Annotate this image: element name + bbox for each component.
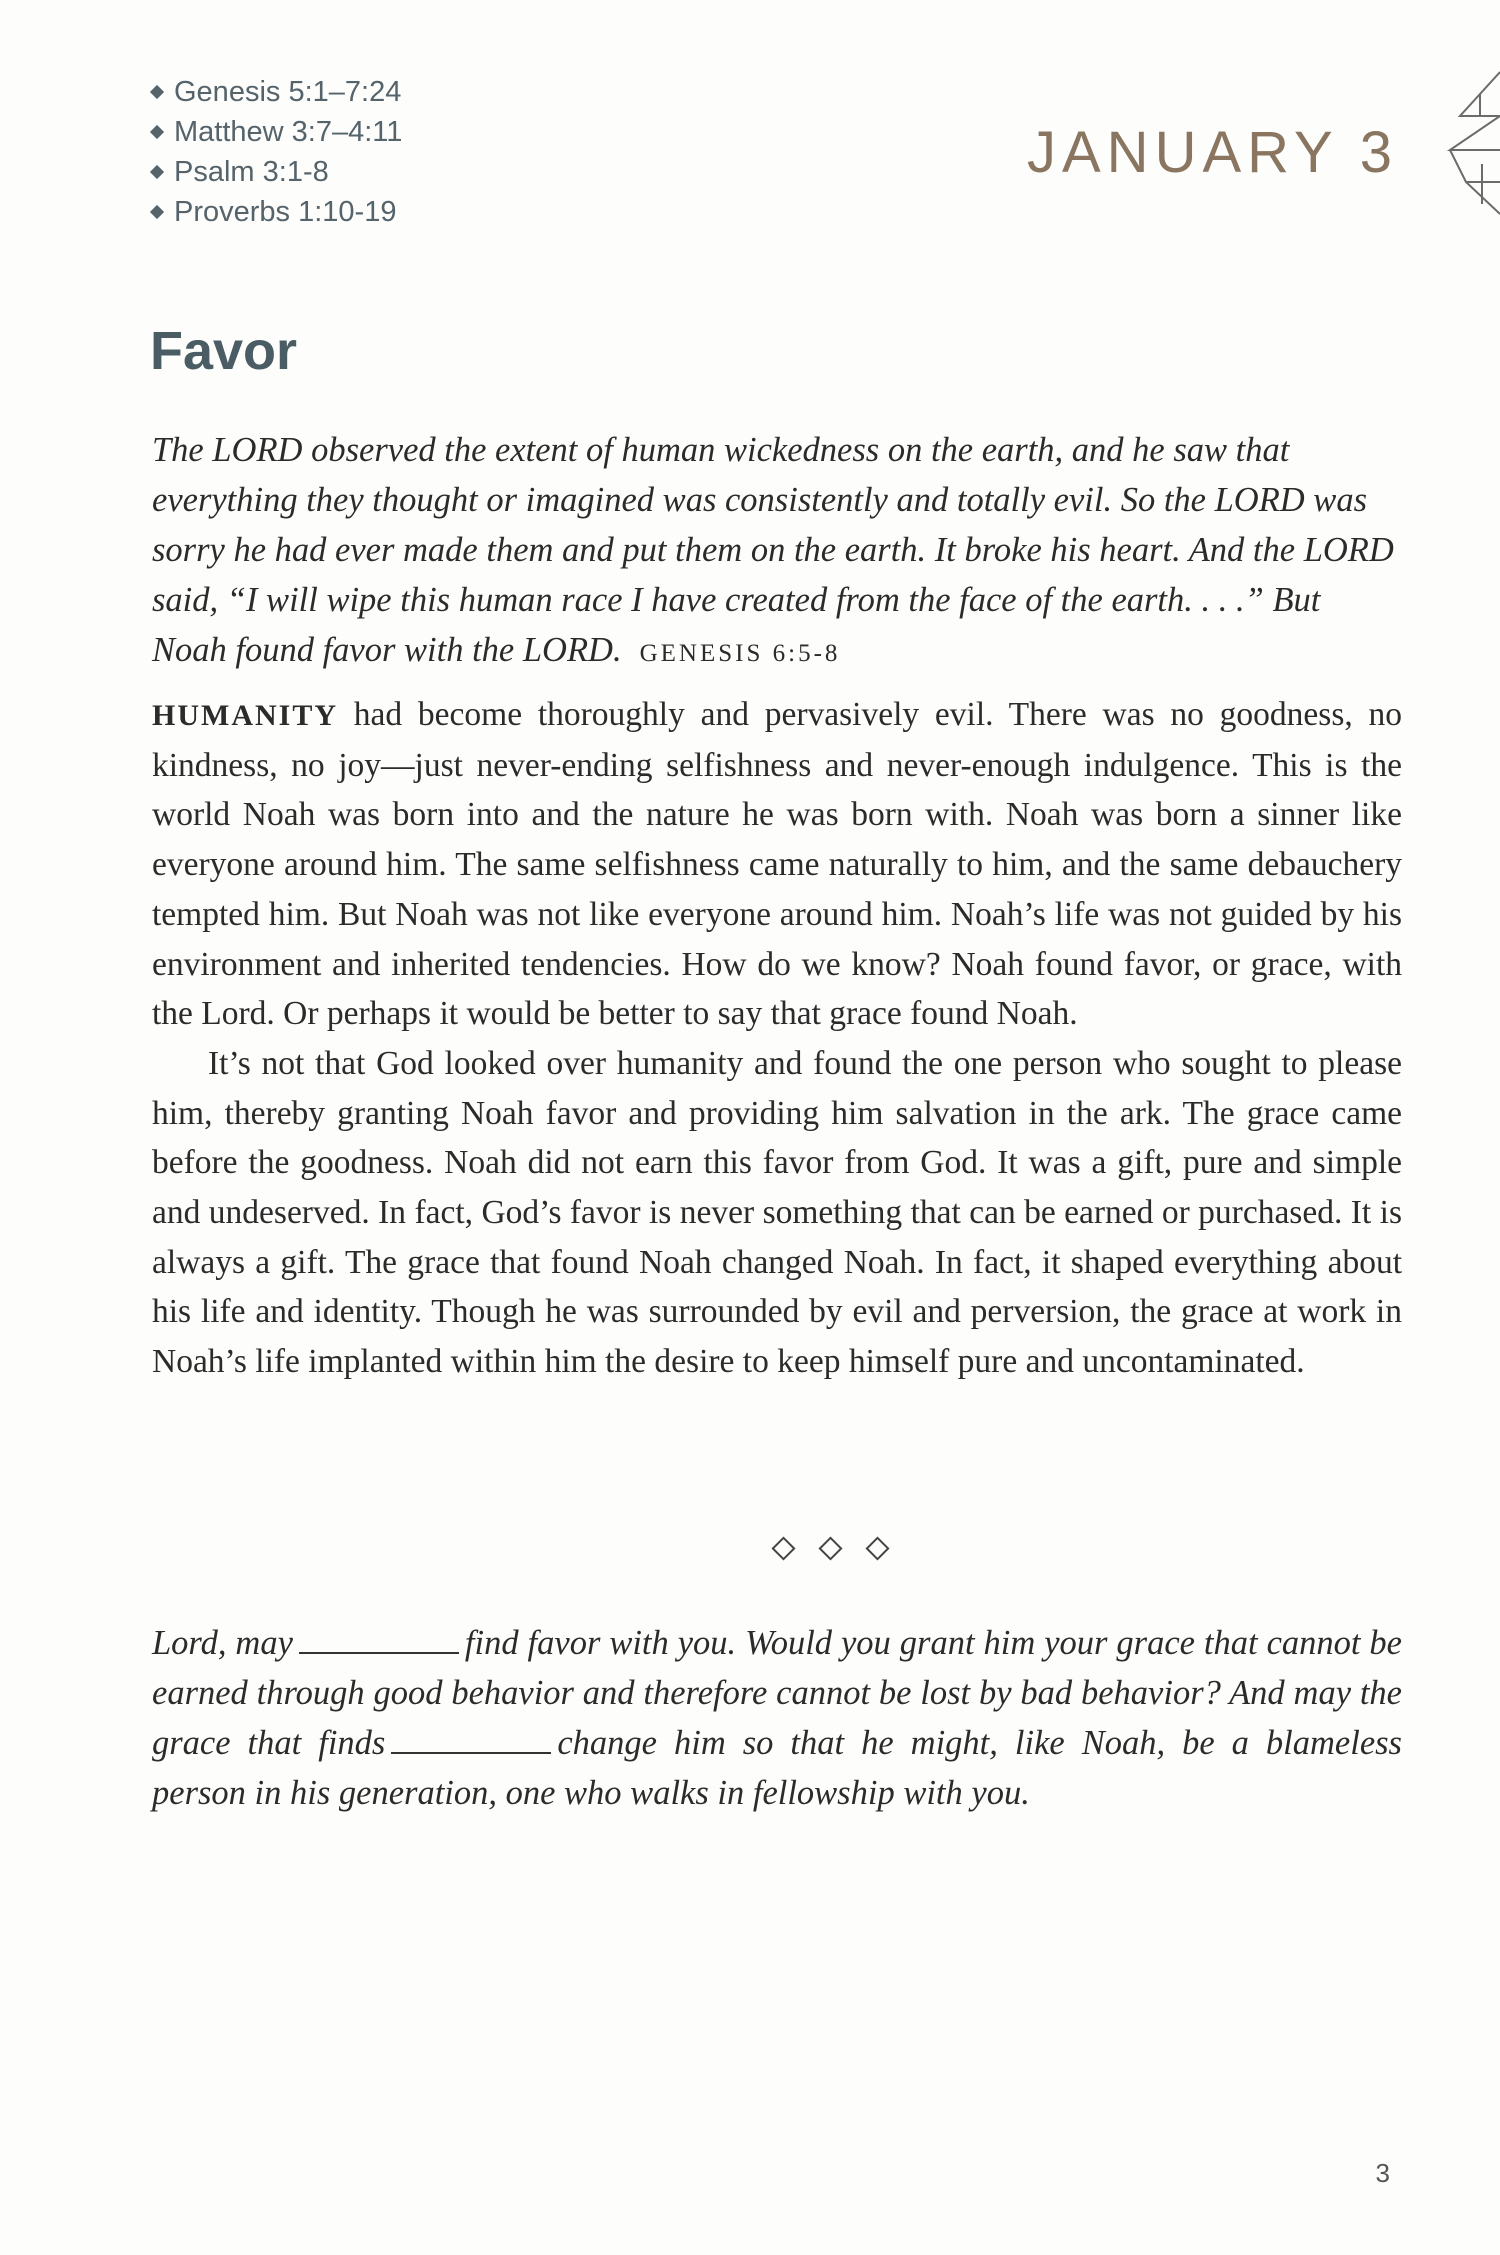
diamond-bullet-icon [150,165,164,179]
reading-label: Genesis 5:1–7:24 [174,76,402,108]
diamond-bullet-icon [150,205,164,219]
geometric-corner-icon [1420,64,1500,224]
body-paragraph: It’s not that God looked over humanity and found the one person who sought to please him, thereby granting Noah favor and providing him salvation in the ark. The grace came before the goodness. Noah did not earn this favor from God. It was a gift, pure and simple and undeserved. In fact, God’s favor is never something that can be earned or purchased. It is always a gift. The grace that found Noah changed Noah. In fact, it shaped everything about his life and identity. Though he was surrounded by evil and perversion, the grace at work in Noah’s life implanted within him the desire to keep himself pure and uncontaminated. [152,1044,1402,1381]
reading-label: Matthew 3:7–4:11 [174,116,403,148]
reading-item [152,192,402,232]
scripture-passage [152,425,1402,679]
prayer-text [152,1618,1402,1818]
paragraph-text: had become thoroughly and pervasively evil. There was no goodness, no kindness, no joy—just never-ending selfishness and never-enough indulgence. This is the world Noah was born into and the nature he was born with. Noah was born a sinner like everyone around him. The same selfishness came naturally to him, and the same debauchery tempted him. But Noah was not like everyone around him. Noah’s life was not guided by his environment and inherited tendencies. How do we know? Noah found favor, or grace, with the Lord. Or perhaps it would be better to say that grace found Noah. [152,696,1402,1033]
page-date: JANUARY 3 [1027,120,1398,185]
diamond-ornament-icon [771,1536,795,1560]
page-number: 3 [1375,2158,1390,2188]
prayer-part: Lord, may [152,1624,293,1662]
fill-in-blank [299,1626,459,1654]
diamond-bullet-icon [150,85,164,99]
scripture-text: The LORD observed the extent of human wickedness on the earth, and he saw that everything they thought or imagined was consistently and totally evil. So the LORD was sorry he had ever made them and put them on the earth. It broke his heart. And the LORD said, “I will wipe this human race I have created from the face of the earth. . . .” But Noah found favor with the LORD. [152,431,1394,669]
diamond-bullet-icon [150,125,164,139]
devotional-body [152,690,1402,1387]
diamond-ornament-icon [865,1536,889,1560]
scripture-reference: GENESIS 6:5-8 [639,640,841,667]
reading-label: Proverbs 1:10-19 [174,196,397,228]
lead-word: HUMANITY [152,699,338,732]
prayer-part: find favor with you. Would you grant him your grace that cannot be earned through good behavior and therefore cannot be lost by bad behavior? And may the grace that finds [152,1624,1402,1762]
daily-readings-list [152,72,402,232]
page-title: Favor [150,321,298,381]
fill-in-blank [391,1726,551,1754]
body-paragraph [152,690,1402,1039]
section-divider [0,1540,1500,1557]
reading-item [152,72,402,112]
diamond-ornament-icon [818,1536,842,1560]
reading-item [152,152,402,192]
reading-item [152,112,402,152]
prayer-part: change him so that he might, like Noah, be a blameless person in his generation, one who walks in fellowship with you. [152,1724,1402,1812]
reading-label: Psalm 3:1-8 [174,156,329,188]
